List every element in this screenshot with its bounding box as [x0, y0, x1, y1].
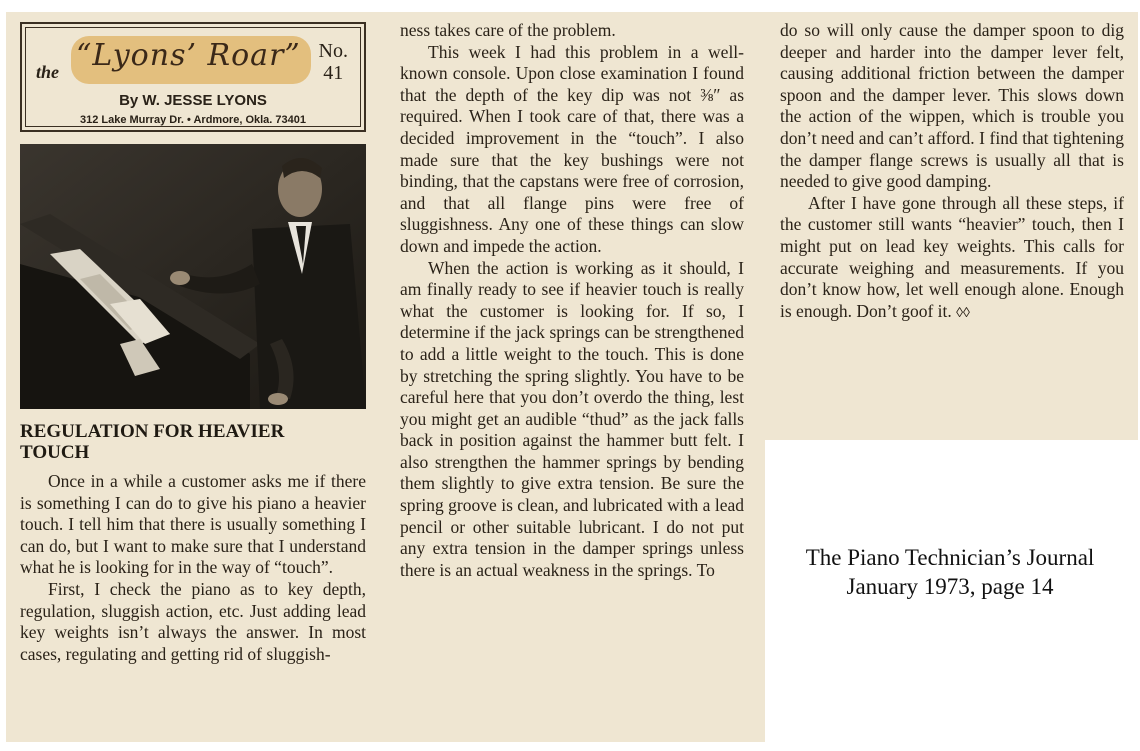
address: 312 Lake Murray Dr. • Ardmore, Okla. 73401 — [79, 114, 306, 126]
article-headline — [20, 421, 366, 463]
paragraph: Once in a while a customer asks me if there is something I can do to give his piano a heavier touch. I tell him that there is usually something I can do, but I want to make sure that I understand what he is looking for in the way of “touch”. — [20, 471, 366, 578]
masthead-logo: “Lyons’ Roar” — [76, 38, 301, 73]
article-headline-line-2: TOUCH — [20, 442, 90, 463]
byline: By W. JESSE LYONS — [119, 92, 267, 109]
issue-number — [319, 40, 348, 84]
paragraph: This week I had this problem in a well-known console. Upon close examination I found that the depth of the key dip was not ⅜″ as required. When I took care of that, there was a decided improvement in the “touch”. I also made sure that the key bushings were not binding, that the capstans were free of corrosion, and that all flange pins were free of sluggishness. Any one of these things can slow down and impede the action. — [400, 41, 744, 256]
paragraph: ness takes care of the problem. — [400, 20, 616, 40]
source-caption — [770, 543, 1130, 601]
paragraph: do so will only cause the damper spoon to dig deeper and harder into the damper lever felt, causing additional friction between the damper spoon and the damper lever. This slows down the action of the wippen, which is trouble you don’t need and can’t afford. I find that tightening the damper flange screws is usually all that is needed to give good damping. — [780, 20, 1124, 192]
masthead — [20, 22, 366, 132]
article-column-1 — [20, 22, 366, 665]
end-mark: ◊◊ — [956, 305, 970, 321]
article-headline-line-1: REGULATION FOR HEAVIER — [20, 421, 285, 442]
author-photo — [20, 144, 366, 409]
issue-number-value: 41 — [323, 62, 344, 84]
article-column-2 — [400, 20, 744, 581]
photo-illustration — [20, 144, 366, 409]
paragraph: First, I check the piano as to key depth, regulation, sluggish action, etc. Just adding lead key weights isn’t always the answer. In most cases, regulating and getting rid of sluggish- — [20, 578, 366, 664]
issue-number-label: No. — [318, 40, 348, 62]
caption-journal: The Piano Technician’s Journal — [805, 545, 1095, 570]
paragraph-text: After I have gone through all these steps, if the customer still wants “heavier” touch, then I might put on lead key weights. This calls for accurate weighing and measurements. If you don’t know how, let well enough alone. Enough is enough. Don’t goof it. — [780, 192, 1124, 321]
article-column-3 — [780, 20, 1124, 324]
paragraph: When the action is working as it should, I am finally ready to see if heavier touch is really what the customer is looking for. If so, I determine if the jack springs can be strengthened to add a little weight to the touch. This is done by stretching the spring slightly. You have to be careful here that you don’t overdo the thing, lest you might get an audible “thud” as the jack falls back in position against the hammer butt felt. I also strengthen the hammer springs by bending them slightly to give extra tension. Be sure the spring groove is clean, and lubricated with a lead pencil or other suitable lubricant. I do not put any extra tension in the damper springs unless there is an actual weakness in the springs. To — [400, 257, 744, 580]
masthead-the: the — [36, 62, 60, 82]
caption-date-page: January 1973, page 14 — [846, 574, 1054, 599]
paragraph — [780, 193, 1124, 325]
